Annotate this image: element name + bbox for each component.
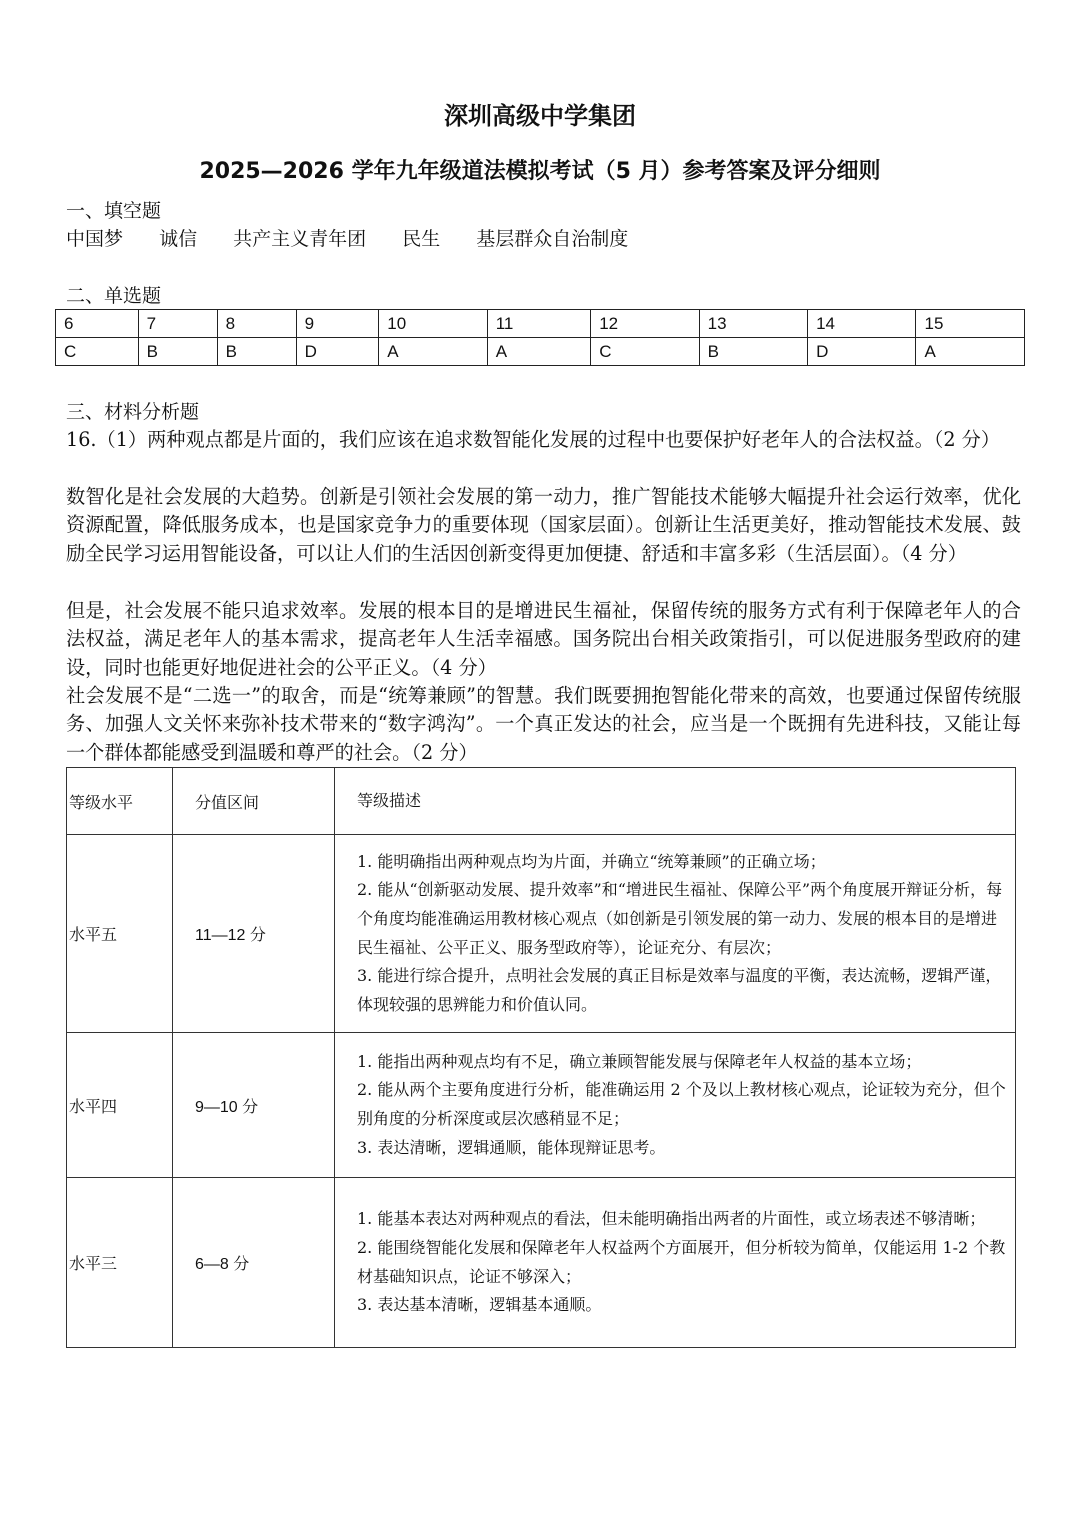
rubric-score: 6—8 分: [173, 1178, 335, 1348]
choice-answer: D: [808, 338, 916, 366]
rubric-row: [67, 1033, 1016, 1178]
rubric-item: 1. 能指出两种观点均有不足，确立兼顾智能发展与保障老年人权益的基本立场；: [357, 1051, 922, 1071]
school-title: 深圳高级中学集团: [444, 102, 636, 130]
rubric-table: [66, 767, 1016, 1348]
rubric-level: 水平五: [67, 835, 173, 1033]
question-number: 10: [379, 310, 487, 338]
choice-answer: B: [138, 338, 217, 366]
choice-answer-table: [55, 309, 1025, 366]
section-fill-heading: 一、填空题: [66, 200, 162, 222]
question-number: 6: [56, 310, 139, 338]
answer-paragraph: 数智化是社会发展的大趋势。创新是引领社会发展的第一动力，推广智能技术能够大幅提升社会运行效率，优化资源配置，降低服务成本，也是国家竞争力的重要体现（国家层面）。创新让生活更美好，推动智能技术发展、鼓励全民学习运用智能设备，可以让人们的生活因创新变得更加便捷、舒适和丰富多彩（生活层面）。（4 分）: [66, 485, 1021, 565]
rubric-item: 2. 能从“创新驱动发展、提升效率”和“增进民生福祉、保障公平”两个角度展开辩证分析，每个角度均能准确运用教材核心观点（如创新是引领发展的第一动力、发展的根本目的是增进民生福祉、公平正义、服务型政府等），论证充分、有层次；: [357, 880, 1003, 957]
question-number: 13: [699, 310, 807, 338]
question-number: 15: [916, 310, 1025, 338]
rubric-score: 9—10 分: [173, 1033, 335, 1178]
fill-answer: 基层群众自治制度: [476, 228, 629, 250]
rubric-header-row: [67, 768, 1016, 835]
fill-answer: 中国梦: [66, 228, 124, 250]
section-choice-heading: 二、单选题: [66, 285, 162, 307]
fill-answers: [66, 226, 658, 252]
fill-answer: 民生: [402, 228, 441, 250]
answer-paragraph: 但是，社会发展不能只追求效率。发展的根本目的是增进民生福祉，保留传统的服务方式有利于保障老年人的合法权益，满足老年人的基本需求，提高老年人生活幸福感。国务院出台相关政策指引，可以促进服务型政府的建设，同时也能更好地促进社会的公平正义。（4 分）: [66, 599, 1021, 679]
choice-answer: A: [487, 338, 591, 366]
fill-answer: 共产主义青年团: [233, 228, 367, 250]
fill-answer: 诚信: [159, 228, 198, 250]
rubric-item: 3. 表达清晰，逻辑通顺，能体现辩证思考。: [357, 1137, 666, 1157]
rubric-item: 2. 能围绕智能化发展和保障老年人权益两个方面展开，但分析较为简单，仅能运用 1-2 个教材基础知识点，论证不够深入；: [357, 1237, 1006, 1286]
rubric-header-description: 等级描述: [335, 768, 1016, 835]
rubric-item: 2. 能从两个主要角度进行分析，能准确运用 2 个及以上教材核心观点，论证较为充分，但个别角度的分析深度或层次感稍显不足；: [357, 1080, 1006, 1128]
rubric-description: [335, 1033, 1016, 1178]
rubric-level: 水平四: [67, 1033, 173, 1178]
rubric-item: 3. 能进行综合提升，点明社会发展的真正目标是效率与温度的平衡，表达流畅，逻辑严谨，体现较强的思辨能力和价值认同。: [357, 966, 1002, 1014]
rubric-item: 1. 能明确指出两种观点均为片面，并确立“统筹兼顾”的正确立场；: [357, 851, 826, 871]
rubric-score: 11—12 分: [173, 835, 335, 1033]
question-number-row: [56, 310, 1025, 338]
question-number: 8: [217, 310, 296, 338]
rubric-level: 水平三: [67, 1178, 173, 1348]
question-number: 7: [138, 310, 217, 338]
choice-answer: A: [916, 338, 1025, 366]
question-number: 9: [296, 310, 379, 338]
choice-answer: A: [379, 338, 487, 366]
rubric-header-level: 等级水平: [67, 768, 173, 835]
question-number: 12: [591, 310, 699, 338]
section-analysis-heading: 三、材料分析题: [66, 401, 200, 423]
choice-answer: B: [699, 338, 807, 366]
answer-paragraph: 16.（1）两种观点都是片面的，我们应该在追求数智能化发展的过程中也要保护好老年人的合法权益。（2 分）: [66, 428, 1001, 451]
rubric-description: [335, 835, 1016, 1033]
rubric-row: [67, 1178, 1016, 1348]
exam-title: 2025—2026 学年九年级道法模拟考试（5 月）参考答案及评分细则: [199, 159, 881, 184]
answer-paragraph: 社会发展不是“二选一”的取舍，而是“统筹兼顾”的智慧。我们既要拥抱智能化带来的高效，也要通过保留传统服务、加强人文关怀来弥补技术带来的“数字鸿沟”。一个真正发达的社会，应当是一个既拥有先进科技，又能让每一个群体都能感受到温暖和尊严的社会。（2 分）: [66, 684, 1021, 764]
rubric-header-score: 分值区间: [173, 768, 335, 835]
choice-answer: C: [591, 338, 699, 366]
rubric-row: [67, 835, 1016, 1033]
question-number: 11: [487, 310, 591, 338]
rubric-item: 3. 表达基本清晰，逻辑基本通顺。: [357, 1295, 602, 1315]
question-number: 14: [808, 310, 916, 338]
choice-answer: C: [56, 338, 139, 366]
rubric-item: 1. 能基本表达对两种观点的看法，但未能明确指出两者的片面性，或立场表述不够清晰；: [357, 1209, 986, 1229]
choice-answer: B: [217, 338, 296, 366]
answer-row: [56, 338, 1025, 366]
rubric-description: [335, 1178, 1016, 1348]
choice-answer: D: [296, 338, 379, 366]
